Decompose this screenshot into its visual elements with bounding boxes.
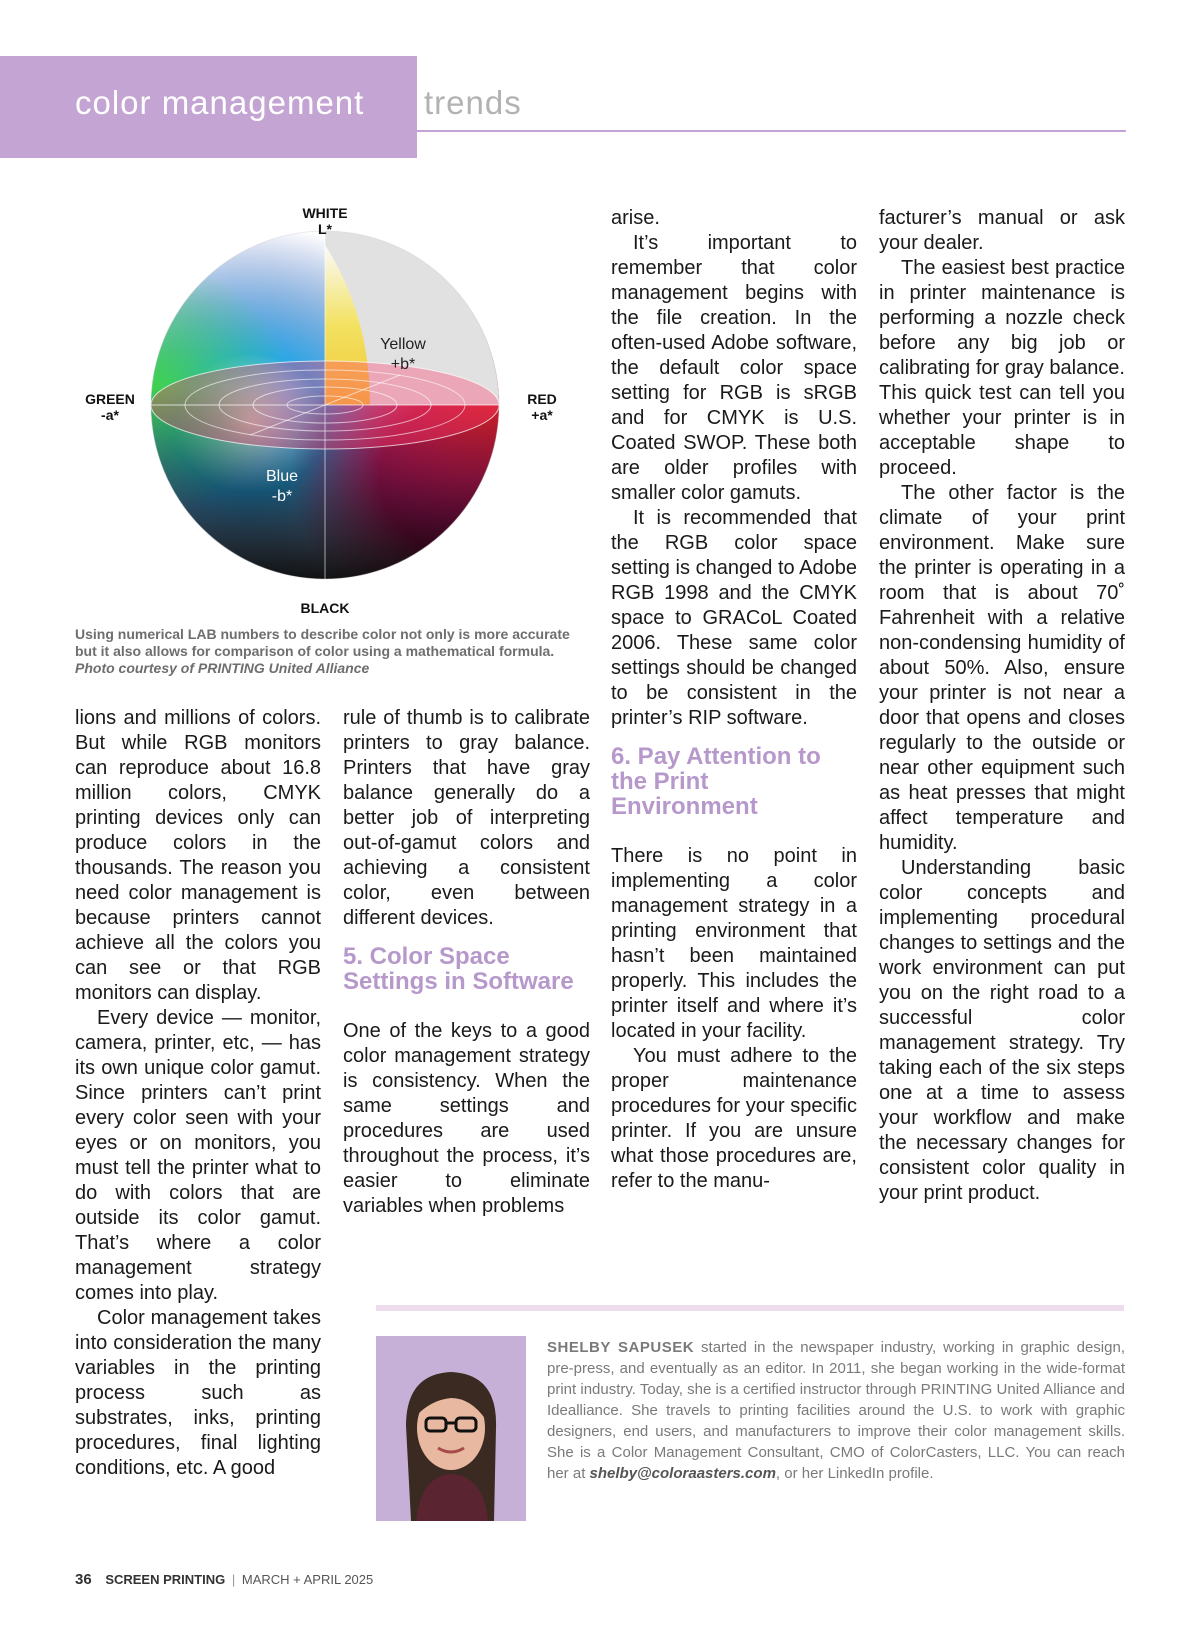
footer-separator: | (231, 1572, 236, 1587)
white-label: WHITE (302, 205, 348, 221)
black-axis-label: BLACK (300, 600, 350, 616)
magazine-name: SCREEN PRINTING (105, 1572, 226, 1587)
paragraph: Every device — monitor, camera, printer, etc, — has its own unique color gamut. Since printers can’t print every color seen with your eyes or on monitors, you must tell the printer what to do with colors that are outside its color gamut. That’s where a color management strategy comes into play. (75, 1007, 321, 1304)
green-axis-label (80, 391, 140, 423)
bio-text: started in the newspaper industry, working in graphic design, pre-press, and eventually as an editor. In 2011, she began working in the wide-format print industry. Today, she is a certified instructor through PRINTING United Alliance and Idealliance. She travels to printing facilities around the U.S. to work with graphic designers, end users, and manufacturers to improve their color management skills. She is a Color Management Consultant, CMO of ColorCasters, LLC. You can reach her at (547, 1339, 1125, 1482)
section-title: color management (75, 84, 365, 121)
lab-color-sphere-figure (70, 205, 590, 625)
red-label: RED (527, 391, 557, 407)
bio-divider (376, 1305, 1124, 1311)
author-bio (547, 1337, 1125, 1484)
white-axis-label (300, 205, 350, 237)
author-photo (376, 1336, 526, 1521)
paragraph: One of the keys to a good color management strategy is consistency. When the same settings and procedures are used throughout the process, it’s easier to eliminate variables when problems (343, 1020, 590, 1217)
figure-caption (75, 626, 575, 677)
paragraph: The other factor is the climate of your print environment. Make sure the printer is operating in a room that is about 70˚ Fahrenheit with a relative non-condensing humidity of about 50%. Also, ensure your printer is not near a door that opens and closes regularly to the outside or near other equipment such as heat presses that might affect temperature and humidity. (879, 482, 1125, 854)
page-footer (75, 1571, 373, 1588)
paragraph: rule of thumb is to calibrate printers to gray balance. Printers that have gray balance generally do a better job of interpreting out-of-gamut colors and achieving a consistent color, even between different devices. (343, 707, 590, 929)
paragraph: It is recommended that the RGB color space setting is changed to Adobe RGB 1998 and the CMYK space to GRACoL Coated 2006. These same color settings should be changed to be consistent in the printer’s RIP software. (611, 507, 857, 729)
paragraph: Color management takes into consideration the many variables in the printing process such as substrates, inks, printing procedures, final lighting conditions, etc. A good (75, 1307, 321, 1479)
paragraph: It’s important to remember that color management begins with the file creation. In the often-used Adobe software, the default color space setting for RGB is sRGB and for CMYK is U.S. Coated SWOP. These both are older profiles with smaller color gamuts. (611, 232, 857, 504)
page-number: 36 (75, 1571, 92, 1588)
article-column-2 (343, 706, 590, 1219)
section-heading-5: 5. Color Space Settings in Software (343, 943, 574, 995)
paragraph: There is no point in implementing a color management strategy in a printing environment that hasn’t been maintained properly. This includes the printer itself and where it’s located in your facility. (611, 845, 857, 1042)
photo-credit: Photo courtesy of PRINTING United Alliance (75, 660, 370, 676)
article-column-1 (75, 706, 321, 1481)
yellow-label: Yellow (380, 336, 426, 353)
bio-text-end: , or her LinkedIn profile. (775, 1465, 934, 1482)
section-subtitle: trends (424, 84, 522, 121)
pos-b-axis-label: +b* (390, 356, 416, 373)
article-column-3 (611, 206, 857, 1194)
l-axis-label: L* (318, 221, 332, 237)
author-portrait (376, 1336, 526, 1521)
green-label: GREEN (85, 391, 135, 407)
caption-text: Using numerical LAB numbers to describe color not only is more accurate but it also allows for comparison of color using a mathematical formula. (75, 626, 570, 659)
article-column-4 (879, 206, 1125, 1206)
yellow-axis-label (368, 335, 438, 375)
red-axis-label (522, 391, 562, 423)
issue-date: MARCH + APRIL 2025 (241, 1572, 374, 1587)
lab-sphere-illustration (70, 205, 590, 625)
blue-axis-label (252, 467, 312, 507)
header-rule (417, 130, 1126, 132)
section-heading-6: 6. Pay Attention to the Print Environment (611, 743, 821, 820)
author-email: shelby@coloraasters.com (589, 1465, 776, 1482)
paragraph: arise. (611, 207, 660, 229)
pos-a-axis-label: +a* (531, 407, 553, 423)
neg-b-axis-label: -b* (271, 488, 293, 505)
neg-a-axis-label: -a* (101, 407, 119, 423)
author-name: SHELBY SAPUSEK (547, 1339, 695, 1356)
paragraph: facturer’s manual or ask your dealer. (879, 207, 1125, 254)
paragraph: Understanding basic color concepts and implementing procedural changes to settings and the work environment can put you on the right road to a successful color management strategy. Try taking each of the six steps one at a time to assess your workflow and make the necessary changes for consistent color quality in your print product. (879, 857, 1125, 1204)
paragraph: The easiest best practice in printer maintenance is performing a nozzle check before any big job or calibrating for gray balance. This quick test can tell you whether your printer is in acceptable shape to proceed. (879, 257, 1125, 479)
paragraph: You must adhere to the proper maintenance procedures for your specific printer. If you are unsure what those procedures are, refer to the manu- (611, 1045, 857, 1192)
blue-label: Blue (265, 468, 299, 485)
paragraph: lions and millions of colors. But while RGB monitors can reproduce about 16.8 million colors, CMYK printing devices only can produce colors in the thousands. The reason you need color management is because printers cannot achieve all the colors you can see or that RGB monitors can display. (75, 707, 321, 1004)
